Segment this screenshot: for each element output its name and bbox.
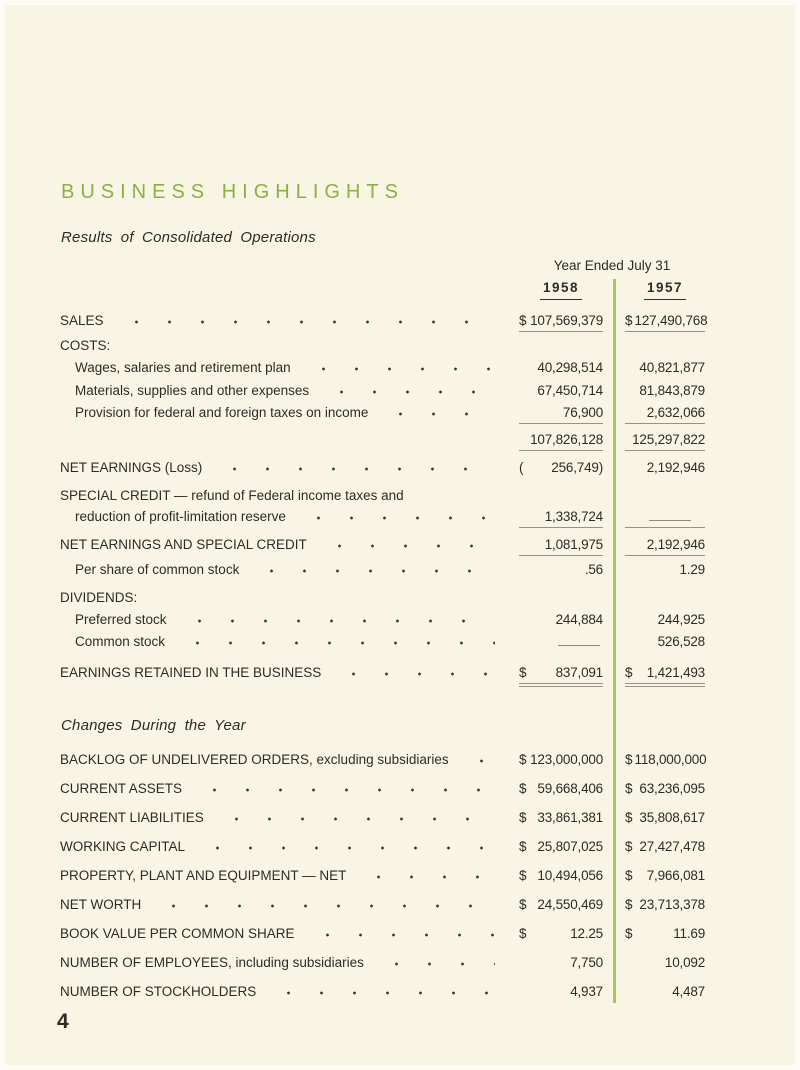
value-text: 2,192,946 [646, 537, 705, 552]
row-label-text: Materials, supplies and other expenses [75, 383, 310, 398]
row-label-text: NUMBER OF STOCKHOLDERS [60, 984, 257, 999]
value-1958 [519, 664, 603, 684]
value-1957 [625, 983, 705, 1003]
value-1958 [519, 459, 603, 479]
value-text: 76,900 [562, 405, 603, 420]
row-label [60, 664, 519, 684]
row-label [60, 404, 519, 424]
dot-leader [179, 611, 495, 628]
row-label-text: NET EARNINGS AND SPECIAL CREDIT [60, 537, 307, 552]
value-1958 [519, 751, 603, 771]
dot-leader [268, 983, 495, 1000]
table-row [60, 431, 705, 451]
dot-leader [298, 508, 495, 525]
row-label [60, 809, 519, 829]
dot-leader [177, 633, 495, 650]
value-1957 [625, 431, 705, 451]
table-row [60, 983, 705, 1003]
dot-leader [319, 536, 495, 553]
value-1957 [625, 382, 705, 402]
table-row [60, 589, 705, 609]
value-text: 2,632,066 [646, 405, 705, 420]
row-label-text: BOOK VALUE PER COMMON SHARE [60, 926, 295, 941]
currency-symbol: $ [625, 839, 633, 854]
value-text: 81,843,879 [639, 383, 705, 398]
table-row [60, 780, 705, 800]
value-1957 [625, 838, 705, 858]
table-row [60, 359, 705, 379]
currency-symbol: $ [625, 868, 633, 883]
row-label [60, 611, 519, 631]
row-label [60, 751, 519, 771]
value-1958 [519, 780, 603, 800]
table-row [60, 611, 705, 631]
value-1957 [625, 561, 705, 581]
table-row [60, 838, 705, 858]
value-1958 [519, 925, 603, 945]
dot-leader [333, 664, 495, 681]
value-1957 [625, 606, 705, 609]
dot-leader [376, 954, 495, 971]
value-text: 107,569,379 [530, 313, 603, 328]
currency-symbol: $ [519, 926, 527, 941]
year-header-label: Year Ended July 31 [553, 258, 671, 273]
row-label-text: WORKING CAPITAL [60, 839, 186, 854]
currency-symbol: $ [625, 752, 633, 767]
dot-leader [380, 404, 495, 421]
operations-table [60, 257, 708, 684]
row-label [60, 359, 519, 379]
value-text: 24,550,469 [537, 897, 603, 912]
value-1958 [519, 809, 603, 829]
table-row [60, 404, 705, 424]
row-label-text: NET WORTH [60, 897, 142, 912]
value-text: 256,749) [551, 460, 603, 475]
table-row [60, 954, 705, 974]
dot-leader [307, 925, 495, 942]
dot-leader [194, 780, 495, 797]
value-text: 127,490,768 [634, 313, 708, 328]
table-row [60, 312, 708, 332]
table-row [60, 751, 705, 771]
value-1958 [519, 611, 603, 631]
dot-leader [251, 561, 495, 578]
value-text: 526,528 [657, 634, 705, 649]
column-header-1957-cell [625, 279, 705, 300]
value-text: 1,081,975 [544, 537, 603, 552]
value-1957 [625, 925, 705, 945]
value-text: 1.29 [679, 562, 705, 577]
table-row [60, 896, 705, 916]
row-label-line2-row [60, 508, 519, 525]
currency-symbol: $ [519, 897, 527, 912]
currency-symbol: ( [519, 460, 524, 475]
section-heading-changes: Changes During the Year [61, 717, 246, 734]
value-text: 67,450,714 [537, 383, 603, 398]
currency-symbol: $ [625, 897, 633, 912]
value-1957 [625, 809, 705, 829]
currency-symbol: $ [625, 926, 633, 941]
value-1958 [519, 508, 603, 528]
value-1958 [519, 983, 603, 1003]
value-text: 35,808,617 [639, 810, 705, 825]
dot-leader [321, 382, 495, 399]
value-1957 [625, 359, 705, 379]
row-label-text: CURRENT LIABILITIES [60, 810, 204, 825]
row-label [60, 448, 519, 451]
value-text: 1,338,724 [544, 509, 603, 524]
value-1957 [625, 312, 708, 332]
value-text: 11.69 [673, 926, 705, 941]
dot-leader [358, 867, 495, 884]
row-label-text: COSTS: [60, 338, 111, 353]
value-text: 118,000,000 [634, 752, 707, 767]
row-label [60, 561, 519, 581]
dot-leader [216, 809, 495, 826]
dot-leader [197, 838, 495, 855]
table-row [60, 459, 705, 479]
table-row [60, 925, 705, 945]
currency-symbol: $ [625, 810, 633, 825]
column-header-1958: 1958 [540, 279, 582, 300]
currency-symbol: $ [519, 313, 527, 328]
currency-symbol: $ [519, 810, 527, 825]
table-row [60, 867, 705, 887]
currency-symbol: $ [625, 665, 633, 680]
value-1958 [519, 431, 603, 451]
value-1958 [519, 838, 603, 858]
value-text: 40,298,514 [537, 360, 603, 375]
dot-leader [116, 312, 495, 329]
row-label-text: NET EARNINGS (Loss) [60, 460, 203, 475]
changes-table [60, 751, 705, 1003]
row-label [60, 536, 519, 556]
value-text: 1,421,493 [646, 665, 705, 680]
value-1958 [519, 954, 603, 974]
nil-dash [649, 520, 691, 521]
row-label-text: Preferred stock [75, 612, 167, 627]
value-text: 25,807,025 [537, 839, 603, 854]
value-1958 [519, 867, 603, 887]
row-label-text: Wages, salaries and retirement plan [75, 360, 291, 375]
value-text: 244,884 [555, 612, 603, 627]
row-label [60, 337, 519, 357]
row-label [60, 954, 519, 974]
page-title: BUSINESS HIGHLIGHTS [61, 181, 404, 203]
dot-leader [303, 359, 495, 376]
value-1957 [625, 751, 705, 771]
row-label [60, 633, 519, 653]
table-row [60, 382, 705, 402]
value-1957 [625, 896, 705, 916]
value-text: 2,192,946 [646, 460, 705, 475]
row-label-text: BACKLOG OF UNDELIVERED ORDERS, excluding subsidiaries [60, 752, 449, 767]
value-text: 23,713,378 [639, 897, 705, 912]
column-header-1957: 1957 [644, 279, 686, 300]
value-text: 63,236,095 [639, 781, 705, 796]
operations-rows [60, 312, 708, 684]
value-text: 125,297,822 [632, 432, 705, 447]
value-1957 [625, 954, 705, 974]
value-1957 [625, 354, 705, 357]
dot-leader [153, 896, 495, 913]
row-label [60, 896, 519, 916]
row-label-text: Per share of common stock [75, 562, 240, 577]
row-label [60, 780, 519, 800]
value-text: 244,925 [657, 612, 705, 627]
row-label [60, 589, 519, 609]
value-text: 12.25 [570, 926, 603, 941]
value-text: 4,937 [570, 984, 603, 999]
value-1958 [519, 404, 603, 424]
header-spacer [60, 257, 519, 274]
value-1958 [519, 536, 603, 556]
value-text: 33,861,381 [537, 810, 603, 825]
value-1957 [625, 520, 705, 528]
nil-dash [558, 645, 600, 646]
row-label-text: EARNINGS RETAINED IN THE BUSINESS [60, 665, 322, 680]
dot-leader [214, 459, 495, 476]
row-label [60, 487, 519, 528]
row-label-text: Common stock [75, 634, 166, 649]
table-row [60, 536, 705, 556]
currency-symbol: $ [519, 665, 527, 680]
value-text: 10,494,056 [537, 868, 603, 883]
value-1958 [519, 359, 603, 379]
table-row [60, 561, 705, 581]
row-label [60, 382, 519, 402]
value-1957 [625, 611, 705, 631]
section-heading-operations: Results of Consolidated Operations [61, 229, 316, 246]
row-label [60, 459, 519, 479]
value-1957 [625, 459, 705, 479]
value-1957 [625, 780, 705, 800]
value-text: 4,487 [672, 984, 705, 999]
row-label-text: CURRENT ASSETS [60, 781, 183, 796]
currency-symbol: $ [625, 313, 633, 328]
value-text: 123,000,000 [530, 752, 603, 767]
currency-symbol: $ [625, 781, 633, 796]
value-text: 7,966,081 [646, 868, 705, 883]
currency-symbol: $ [519, 868, 527, 883]
value-1958 [519, 896, 603, 916]
value-1958 [519, 645, 603, 653]
value-text: .56 [584, 562, 603, 577]
dot-leader [461, 751, 495, 768]
value-1957 [625, 867, 705, 887]
value-text: 40,821,877 [639, 360, 705, 375]
row-label-text: NUMBER OF EMPLOYEES, including subsidiaries [60, 955, 364, 970]
value-text: 7,750 [570, 955, 603, 970]
value-1957 [625, 664, 705, 684]
table-row [60, 809, 705, 829]
row-label-text: DIVIDENDS: [60, 590, 138, 605]
currency-symbol: $ [519, 781, 527, 796]
value-1957 [625, 633, 705, 653]
row-label-text: SALES [60, 313, 104, 328]
value-1957 [625, 536, 705, 556]
row-label [60, 983, 519, 1003]
value-1958 [519, 312, 603, 332]
row-label-line2: reduction of profit-limitation reserve [75, 509, 286, 524]
page-number: 4 [57, 1010, 70, 1033]
value-text: 27,427,478 [639, 839, 705, 854]
value-text: 837,091 [555, 665, 603, 680]
value-1957 [625, 404, 705, 424]
value-text: 107,826,128 [530, 432, 603, 447]
value-1958 [519, 382, 603, 402]
row-label [60, 867, 519, 887]
table-row [60, 337, 705, 357]
column-header-row [60, 279, 705, 300]
row-label-text: Provision for federal and foreign taxes on income [75, 405, 369, 420]
row-label-line1: SPECIAL CREDIT — refund of Federal income taxes and [60, 488, 404, 503]
currency-symbol: $ [519, 752, 527, 767]
table-row [60, 487, 705, 528]
year-header-row [60, 257, 705, 274]
table-row [60, 664, 705, 684]
header-spacer [60, 279, 519, 300]
value-1958 [519, 606, 603, 609]
row-label [60, 312, 519, 332]
value-1958 [519, 354, 603, 357]
row-label-text: PROPERTY, PLANT AND EQUIPMENT — NET [60, 868, 347, 883]
row-label [60, 925, 519, 945]
table-row [60, 633, 705, 653]
value-text: 59,668,406 [537, 781, 603, 796]
value-1958 [519, 561, 603, 581]
column-header-1958-cell [519, 279, 603, 300]
value-text: 10,092 [664, 955, 705, 970]
currency-symbol: $ [519, 839, 527, 854]
row-label [60, 838, 519, 858]
